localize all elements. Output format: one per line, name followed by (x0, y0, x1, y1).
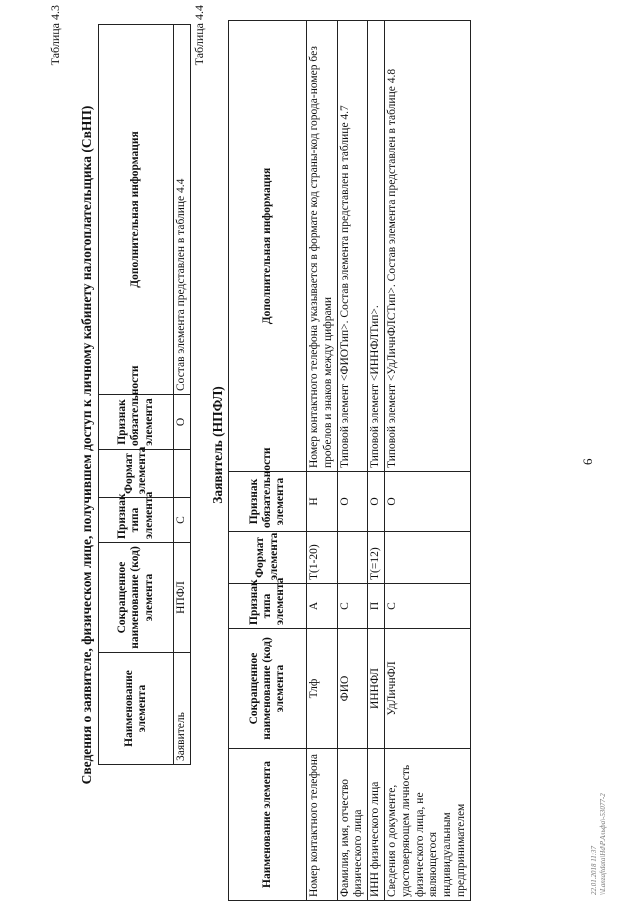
table-row (368, 21, 385, 901)
table-4-3-caption: Таблица 4.3 (48, 5, 62, 66)
cell: С (384, 584, 470, 629)
cell: С (337, 584, 368, 629)
table-row (384, 21, 470, 901)
cell: Н (307, 472, 338, 532)
cell: С (174, 498, 191, 543)
column-header: Сокращенное наименование (код) элемента (229, 629, 307, 749)
cell: Тлф (307, 629, 338, 749)
cell: T(1-20) (307, 532, 338, 584)
cell: А (307, 584, 338, 629)
cell: Типовой элемент <ФИОТип>. Состав элемента представлен в таблице 4.7 (337, 21, 368, 472)
column-header: Наименование элемента (229, 749, 307, 901)
column-header: Формат элемента (99, 450, 174, 498)
cell: Сведения о документе, удостоверяющем личность физического лица, не являющегося индивидуальным предпринимателем (384, 749, 470, 901)
table-4-3 (98, 24, 191, 765)
cell (337, 532, 368, 584)
cell: ИНН физического лица (368, 749, 385, 901)
cell: О (174, 395, 191, 450)
column-header: Дополнительная информация (229, 21, 307, 472)
cell: Заявитель (174, 653, 191, 765)
table-4-4 (228, 20, 471, 901)
column-header: Признак обязательности элемента (99, 395, 174, 450)
column-header: Сокращенное наименование (код) элемента (99, 543, 174, 653)
table-row (307, 21, 338, 901)
table-4-3-header-row (99, 25, 174, 765)
table-4-4-caption: Таблица 4.4 (192, 5, 206, 66)
cell: Типовой элемент <УдЛичнФЛСТип>. Состав элемента представлен в таблице 4.8 (384, 21, 470, 472)
table-row (337, 21, 368, 901)
cell: П (368, 584, 385, 629)
column-header: Признак типа элемента (99, 498, 174, 543)
print-stamp (590, 635, 608, 895)
cell: ФИО (337, 629, 368, 749)
cell: Номер контактного телефона (307, 749, 338, 901)
cell: Номер контактного телефона указывается в формате код страны-код города-номер без пробелов и знаков между цифрами (307, 21, 338, 472)
table-row (174, 25, 191, 765)
cell: Фамилия, имя, отчество физического лица (337, 749, 368, 901)
column-header: Наименование элемента (99, 653, 174, 765)
cell: Типовой элемент <ИННФЛТип>. (368, 21, 385, 472)
stamp-path: \\Lanzaftdata\Hd\Р.Альфа\-53077-2 (598, 793, 607, 895)
cell: О (337, 472, 368, 532)
cell: О (368, 472, 385, 532)
column-header: Дополнительная информация (99, 25, 174, 395)
cell: О (384, 472, 470, 532)
stamp-date: 22.01.2018 11:37 (590, 845, 598, 895)
column-header: Признак типа элемента (229, 584, 307, 629)
cell: УдЛичнФЛ (384, 629, 470, 749)
cell (174, 450, 191, 498)
cell: Состав элемента представлен в таблице 4.4 (174, 25, 191, 395)
page-number: 6 (580, 458, 595, 465)
column-header: Формат элемента (229, 532, 307, 584)
cell: ИННФЛ (368, 629, 385, 749)
cell: НПФЛ (174, 543, 191, 653)
table-4-3-title: Сведения о заявителе, физическом лице, получившем доступ к личному кабинету налогоплательщика (СвНП) (79, 105, 94, 785)
table-4-4-header-row (229, 21, 307, 901)
column-header: Признак обязательности элемента (229, 472, 307, 532)
cell: T(=12) (368, 532, 385, 584)
table-4-4-title: Заявитель (НПФЛ) (210, 386, 225, 504)
cell (384, 532, 470, 584)
